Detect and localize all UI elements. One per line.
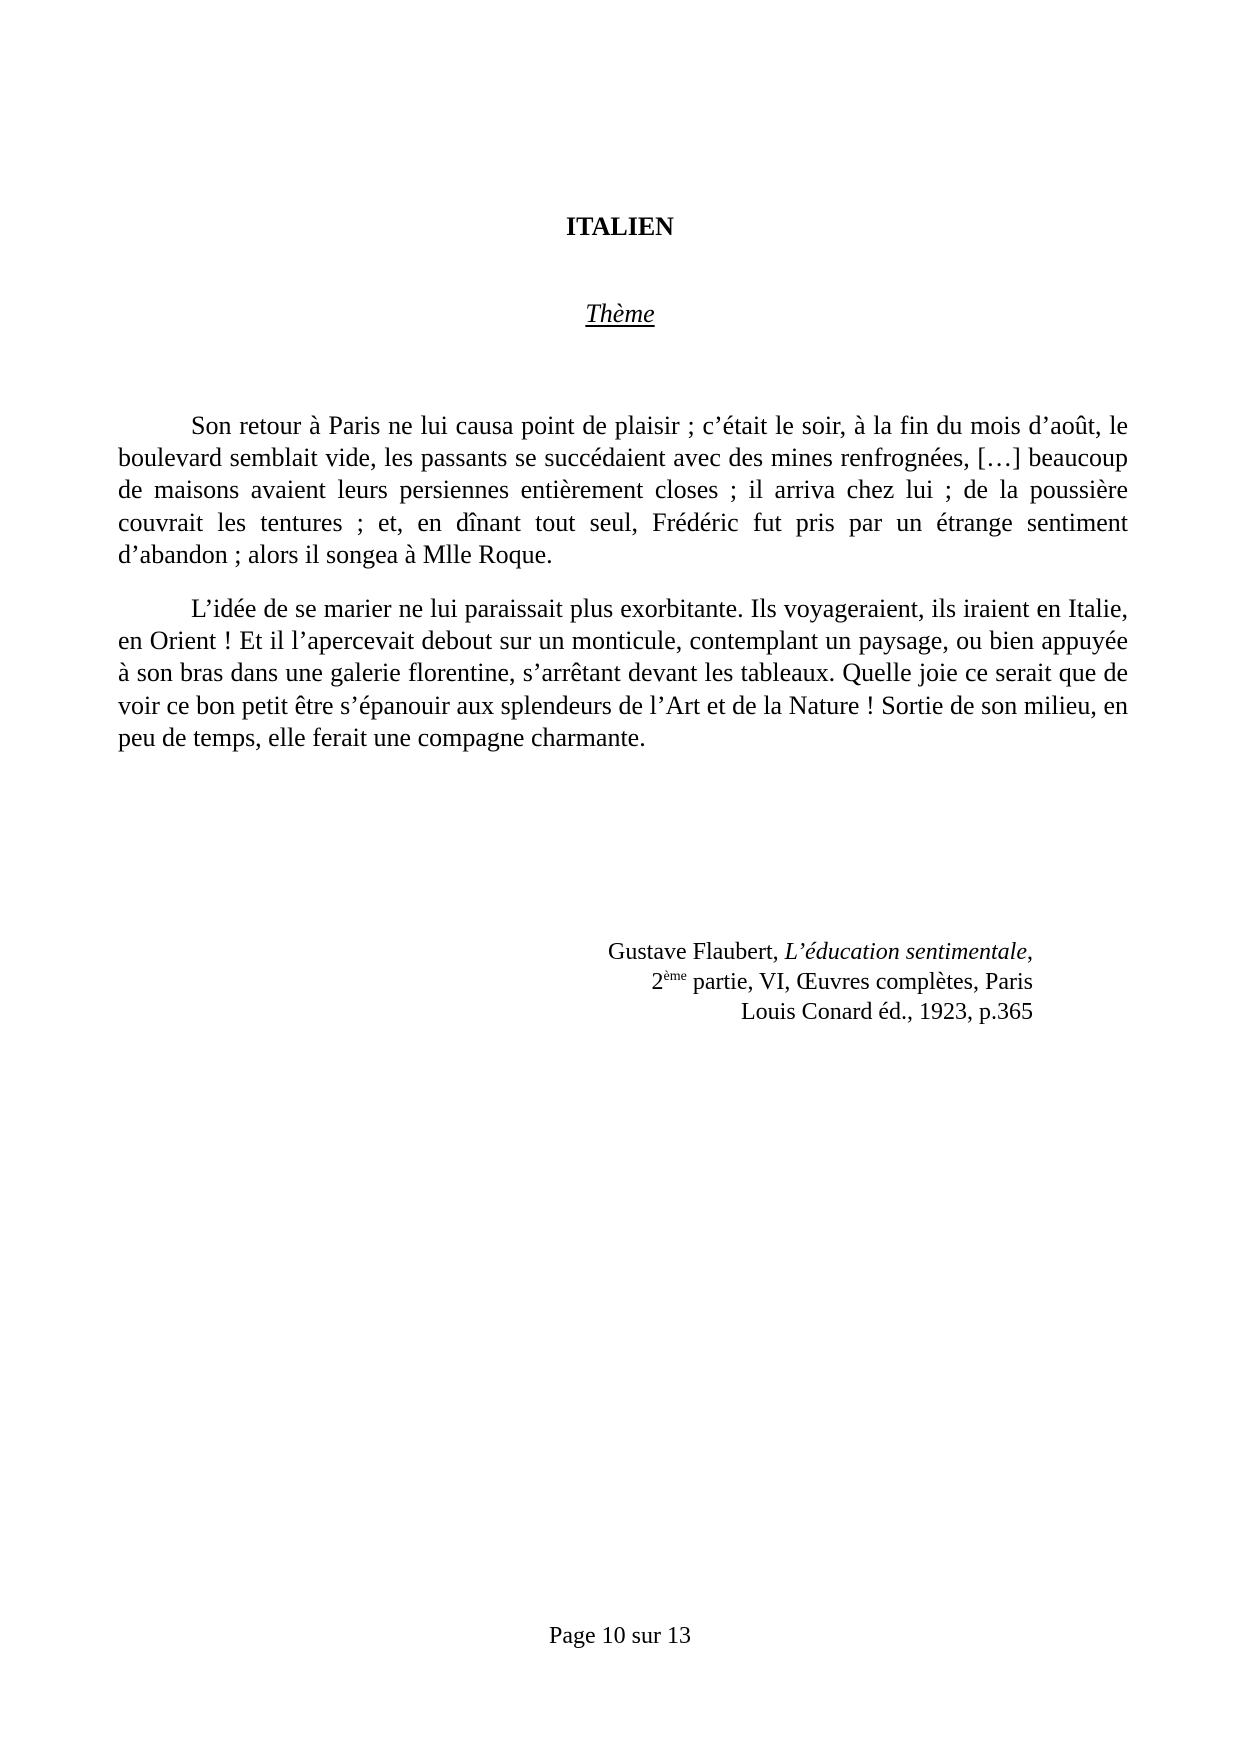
citation (608, 937, 1033, 1027)
citation-part-rest: partie, VI, Œuvres complètes, Paris (692, 969, 1033, 995)
citation-author: Gustave Flaubert, (607, 939, 779, 965)
page-number: Page 10 sur 13 (549, 1623, 691, 1649)
citation-line-1 (608, 937, 1033, 967)
citation-part-sup: ème (663, 969, 687, 984)
page-subtitle: Thème (585, 299, 655, 328)
citation-work: L’éducation sentimentale (784, 939, 1027, 965)
paragraph-2: L’idée de se marier ne lui paraissait plus exorbitante. Ils voyageraient, ils iraient en Italie, en Orient ! Et il l’apercevait debout sur un monticule, contemplant un paysage, ou bien appuyée à son bras dans une galerie florentine, s’arrêtant devant les tableaux. Quelle joie ce serait que de voir ce bon petit être s’épanouir aux splendeurs de l’Art et de la Nature ! Sortie de son milieu, en peu de temps, elle ferait une compagne charmante. (118, 594, 1128, 752)
citation-part-number: 2 (651, 969, 664, 995)
text-body (118, 410, 1128, 776)
paragraph-1: Son retour à Paris ne lui causa point de plaisir ; c’était le soir, à la fin du mois d’août, le boulevard semblait vide, les passants se succédaient avec des mines renfrognées, […] beaucoup de maisons avaient leurs persiennes entièrement closes ; il arriva chez lui ; de la poussière couvrait les tentures ; et, en dînant tout seul, Frédéric fut pris par un étrange sentiment d’abandon ; alors il songea à Mlle Roque. (118, 411, 1128, 569)
citation-line-2 (608, 967, 1033, 997)
citation-publisher: Louis Conard éd., 1923, p.365 (741, 999, 1033, 1025)
citation-work-suffix: , (1027, 939, 1033, 965)
page-title: ITALIEN (566, 212, 674, 241)
